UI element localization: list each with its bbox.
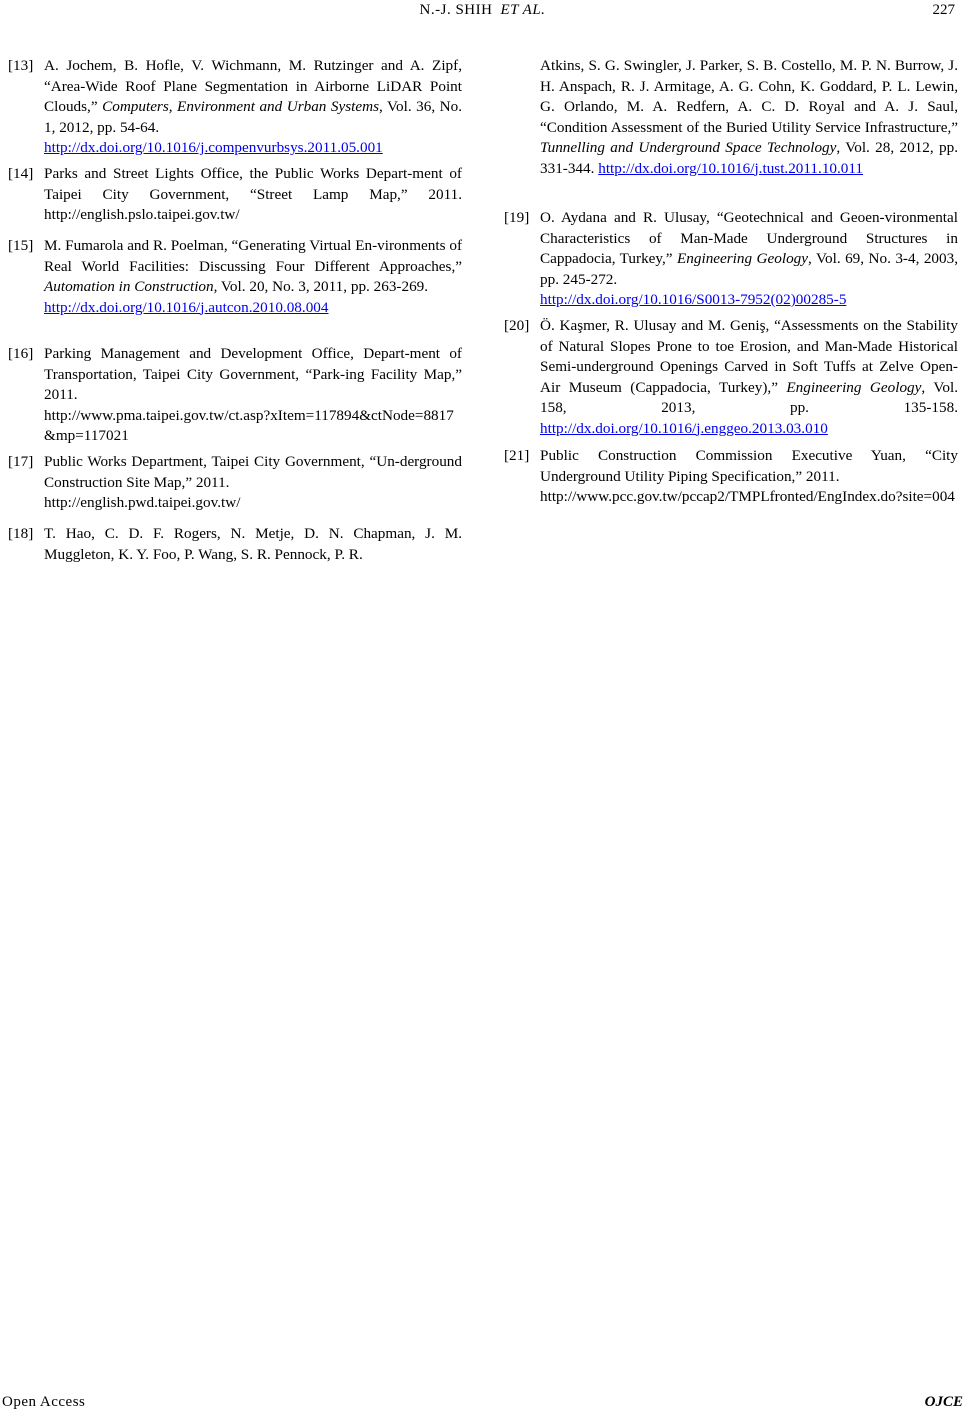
reference-text <box>44 344 462 406</box>
reference-entry <box>504 316 958 439</box>
reference-body <box>540 316 958 439</box>
reference-citation: Parking Management and Development Office, Depart-ment of Transportation, Taipei City Government, “Park-ing Facility Map,” 2011. <box>44 345 462 403</box>
reference-journal: Tunnelling and Underground Space Technology <box>540 139 837 156</box>
reference-body <box>44 344 462 447</box>
running-head <box>0 2 965 19</box>
reference-url: http://www.pcc.gov.tw/pccap2/TMPLfronted/EngIndex.do?site=004 <box>540 488 955 505</box>
reference-number: [19] <box>504 209 530 226</box>
reference-body <box>540 208 958 311</box>
reference-citation: M. Fumarola and R. Poelman, “Generating Virtual En-vironments of Real World Facilities: Discussing Four Different Approaches,” <box>44 237 462 275</box>
reference-journal: Automation in Construction <box>44 278 214 295</box>
reference-journal: Engineering Geology <box>677 250 809 267</box>
reference-entry <box>504 446 958 508</box>
reference-citation: Public Works Department, Taipei City Government, “Un-derground Construction Site Map,” 2011. <box>44 453 462 491</box>
reference-journal: Engineering Geology <box>786 378 922 396</box>
reference-body <box>540 56 958 179</box>
reference-details: , Vol. 158, 2013, pp. 135-158. <box>540 378 958 416</box>
reference-text <box>540 446 958 487</box>
reference-citation: Ö. Kaşmer, R. Ulusay and M. Geniş, “Assessments on the Stability of Natural Slopes Prone to toe Erosion, and Man-Made Historical Semi-underground Openings Carved in Soft Tuffs at Zelve Open-Air Museum (Cappadocia, Turkey),” <box>540 317 958 396</box>
reference-link-line <box>44 298 462 319</box>
reference-body <box>44 56 462 159</box>
page-header <box>0 0 965 24</box>
reference-link-line <box>44 138 462 159</box>
reference-body <box>540 446 958 508</box>
reference-citation: Atkins, S. G. Swingler, J. Parker, S. B. Costello, M. P. N. Burrow, J. H. Anspach, R. J. Armitage, A. G. Cohn, K. Goddard, P. L. Lewin, G. Orlando, M. A. Redfern, A. C. D. Royal and A. J. Saul, “Condition Assessment of the Buried Utility Service Infrastructure,” <box>540 57 958 136</box>
reference-entry <box>8 344 462 447</box>
reference-doi-link[interactable]: http://dx.doi.org/10.1016/j.enggeo.2013.03.010 <box>540 419 828 437</box>
reference-number: [16] <box>8 345 34 362</box>
reference-number: [14] <box>8 165 34 182</box>
reference-citation: T. Hao, C. D. F. Rogers, N. Metje, D. N. Chapman, J. M. Muggleton, K. Y. Foo, P. Wang, S. R. Pennock, P. R. <box>44 525 462 563</box>
reference-text <box>540 56 958 179</box>
reference-journal: Computers, Environment and Urban Systems <box>102 98 379 115</box>
reference-details: , Vol. 28, 2012, pp. 331-344. <box>540 139 958 177</box>
reference-entry <box>504 208 958 311</box>
reference-text <box>44 164 462 226</box>
reference-text <box>44 452 462 493</box>
reference-link-line <box>540 290 958 311</box>
footer-journal-abbrev: OJCE <box>924 1394 963 1410</box>
page-number: 227 <box>932 2 955 18</box>
page-footer <box>0 1394 965 1414</box>
reference-body <box>44 236 462 318</box>
reference-entry <box>8 236 462 318</box>
reference-details: , Vol. 20, No. 3, 2011, pp. 263-269. <box>213 278 429 295</box>
reference-entry <box>8 524 462 565</box>
reference-text <box>44 236 462 298</box>
reference-number: [15] <box>8 237 34 254</box>
reference-number: [21] <box>504 447 530 464</box>
reference-citation: Parks and Street Lights Office, the Public Works Depart-ment of Taipei City Government, “Street Lamp Map,” 2011. http://english.pslo.taipei.gov.tw/ <box>44 165 462 223</box>
reference-number: [20] <box>504 317 530 334</box>
footer-open-access: Open Access <box>2 1394 86 1410</box>
reference-entry <box>8 56 462 159</box>
reference-body <box>44 524 462 565</box>
reference-number: [17] <box>8 453 34 470</box>
reference-details: , Vol. 69, No. 3-4, 2003, pp. 245-272. <box>540 250 959 288</box>
reference-text <box>540 316 958 439</box>
reference-entry <box>8 164 462 226</box>
reference-doi-link[interactable]: http://dx.doi.org/10.1016/j.compenvurbsys.2011.05.001 <box>44 139 383 156</box>
reference-body <box>44 452 462 514</box>
reference-number <box>504 56 540 179</box>
reference-url: http://www.pma.taipei.gov.tw/ct.asp?xItem=117894&ctNode=8817&mp=117021 <box>44 406 454 444</box>
running-head-authors: N.-J. SHIH <box>419 2 493 18</box>
reference-citation: A. Jochem, B. Hofle, V. Wichmann, M. Rutzinger and A. Zipf, “Area-Wide Roof Plane Segmentation in Airborne LiDAR Point Clouds,” <box>44 57 462 115</box>
reference-number: [13] <box>8 57 34 74</box>
reference-citation: Public Construction Commission Executive Yuan, “City Underground Utility Piping Specification,” 2011. <box>540 447 958 485</box>
reference-details: , Vol. 36, No. 1, 2012, pp. 54-64. <box>44 98 463 136</box>
running-head-etal: ET AL. <box>500 2 546 18</box>
reference-number: [18] <box>8 525 34 542</box>
reference-doi-link[interactable]: http://dx.doi.org/10.1016/j.autcon.2010.08.004 <box>44 298 329 316</box>
reference-entry <box>8 452 462 514</box>
reference-text <box>44 524 462 565</box>
reference-entry <box>504 56 958 179</box>
reference-doi-link[interactable]: http://dx.doi.org/10.1016/j.tust.2011.10.011 <box>598 159 864 177</box>
reference-doi-link[interactable]: http://dx.doi.org/10.1016/S0013-7952(02)00285-5 <box>540 291 847 308</box>
reference-url: http://english.pwd.taipei.gov.tw/ <box>44 494 241 511</box>
reference-text <box>540 208 958 290</box>
reference-citation: O. Aydana and R. Ulusay, “Geotechnical and Geoen-vironmental Characteristics of Man-Made Underground Structures in Cappadocia, Turkey,” <box>540 209 958 267</box>
reference-text <box>44 56 462 138</box>
reference-body <box>44 164 462 226</box>
